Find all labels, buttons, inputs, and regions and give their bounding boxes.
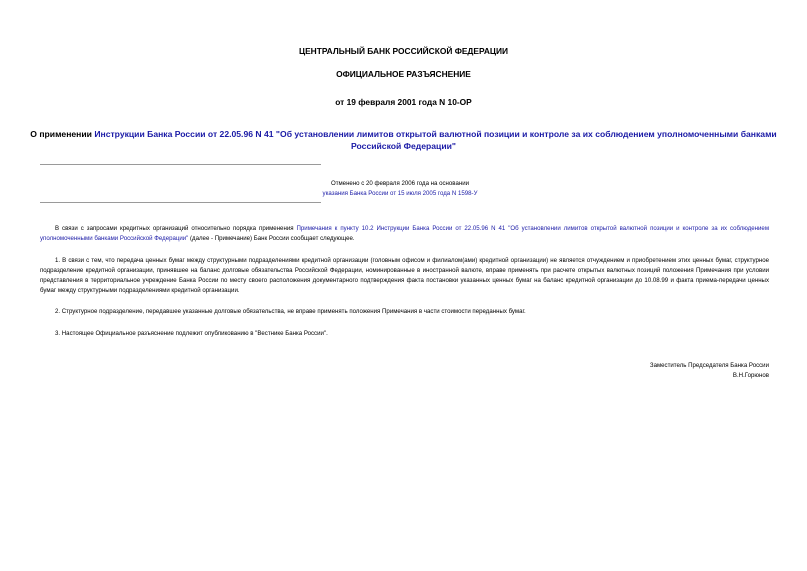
item-3-text: 3. Настоящее Официальное разъяснение подлежит опубликованию в "Вестнике Банка России". [55,330,328,337]
annulment-note [310,179,490,199]
note-link[interactable]: Примечания к пункту 10.2 Инструкции Банка России от 22.05.96 N 41 "Об установлении лимитов открытой валютной позиции и контроле за их соблюдением уполномоченными банками Российской Федерации" [40,225,770,243]
document-date-heading: от 19 февраля 2001 года N 10-ОР [335,97,472,107]
intro-text-after: (далее - Примечание) Банк России сообщает следующее. [188,235,355,243]
intro-text-before: В связи с запросами кредитных организаций относительно порядка применения [55,225,297,232]
item-3-paragraph [40,329,769,339]
signatory-name: В.Н.Горюнов [732,371,769,379]
bank-name-heading: ЦЕНТРАЛЬНЫЙ БАНК РОССИЙСКОЙ ФЕДЕРАЦИИ [298,46,509,56]
item-2-text: 2. Структурное подразделение, передавшее указанные долговые обязательства, не вправе применять положения Примечания в части стоимости переданных бумаг. [55,308,526,315]
divider-top [40,164,321,165]
item-1-paragraph [40,256,769,296]
document-subject [30,129,777,152]
intro-paragraph [40,224,769,244]
item-2-paragraph [40,307,769,317]
signature-block [650,361,769,380]
subject-prefix: О применении [30,129,95,139]
item-1-text: 1. В связи с тем, что передача ценных бумаг между структурными подразделениями кредитной организации (головным офисом и филиалом(ами) кредитной организации) не является отчуждением и приобретением этих ценных бумаг, структурное подразделение кредитной организации, принявшее на баланс долговые обязательства Российской Федерации, номинированные в иностранной валюте, вправе применять при расчете открытых валютных позиций положения Примечания при условии представления в территориальное учреждение Банка России по месту своего расположения документарного подтверждения факта постановки указанных ценных бумаг на баланс кредитной организации до 10.08.99 и факта приема-передачи ценных бумаг между структурными подразделениями кредитной организации. [40,257,769,295]
signatory-position: Заместитель Председателя Банка России [649,362,769,369]
annulment-text: Отменено с 20 февраля 2006 года на основании [330,180,470,187]
instruction-41-link[interactable]: Инструкции Банка России от 22.05.96 N 41 "Об установлении лимитов открытой валютной позиции и контроле за их соблюдением уполномоченными банками Российской Федерации" [94,129,777,151]
divider-bottom [40,202,321,203]
document-type-heading: ОФИЦИАЛЬНОЕ РАЗЪЯСНЕНИЕ [336,69,471,79]
annulment-link[interactable]: указания Банка России от 15 июля 2005 года N 1598-У [322,190,478,197]
